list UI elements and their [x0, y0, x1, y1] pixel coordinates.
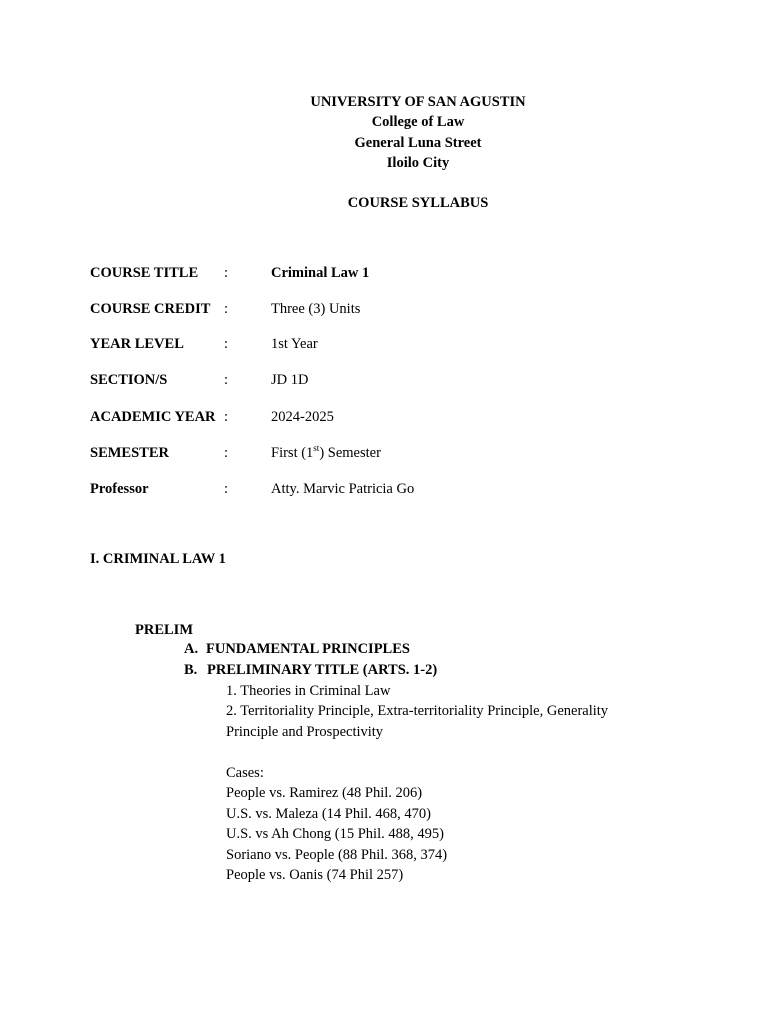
semester-value: [271, 443, 381, 463]
prelim-label: PRELIM: [135, 622, 193, 638]
professor-label: Professor: [90, 481, 149, 497]
section-heading: I. CRIMINAL LAW 1: [90, 551, 226, 567]
case-item: People vs. Ramirez (48 Phil. 206): [226, 785, 423, 801]
year-level-colon: :: [224, 336, 229, 352]
street-address: General Luna Street: [354, 135, 482, 151]
semester-value-suffix: ) Semester: [319, 445, 381, 461]
year-level-value: 1st Year: [271, 336, 318, 352]
case-item: Soriano vs. People (88 Phil. 368, 374): [226, 847, 448, 863]
topic-line: 2. Territoriality Principle, Extra-territoriality Principle, Generality: [226, 703, 609, 719]
course-credit-colon: :: [224, 301, 229, 317]
course-title-colon: :: [224, 265, 229, 281]
semester-colon: :: [224, 445, 229, 461]
semester-label: SEMESTER: [90, 445, 169, 461]
professor-colon: :: [224, 481, 229, 497]
section-value: JD 1D: [271, 372, 309, 388]
semester-value-ordinal: st: [313, 443, 320, 454]
academic-year-label: ACADEMIC YEAR: [90, 409, 216, 425]
college-name: College of Law: [371, 114, 465, 130]
city-name: Iloilo City: [386, 155, 450, 171]
course-credit-value: Three (3) Units: [271, 301, 361, 317]
case-item: People vs. Oanis (74 Phil 257): [226, 867, 404, 883]
case-item: U.S. vs Ah Chong (15 Phil. 488, 495): [226, 826, 444, 842]
academic-year-colon: :: [224, 409, 229, 425]
course-title-value: Criminal Law 1: [271, 265, 370, 281]
section-label: SECTION/S: [90, 372, 168, 388]
course-title-label: COURSE TITLE: [90, 265, 199, 281]
course-credit-label: COURSE CREDIT: [90, 301, 211, 317]
case-item: U.S. vs. Maleza (14 Phil. 468, 470): [226, 806, 431, 822]
topic-line: Principle and Prospectivity: [226, 724, 384, 740]
outline-marker-b: B.: [184, 662, 198, 678]
academic-year-value: 2024-2025: [271, 409, 334, 425]
semester-value-prefix: First (1: [271, 445, 314, 461]
outline-item-a: FUNDAMENTAL PRINCIPLES: [206, 641, 410, 657]
year-level-label: YEAR LEVEL: [90, 336, 184, 352]
professor-value: Atty. Marvic Patricia Go: [271, 481, 415, 497]
section-colon: :: [224, 372, 229, 388]
university-name: UNIVERSITY OF SAN AGUSTIN: [310, 94, 526, 110]
cases-label: Cases:: [226, 765, 264, 781]
topic-line: 1. Theories in Criminal Law: [226, 683, 391, 699]
document-title: COURSE SYLLABUS: [347, 195, 489, 211]
outline-marker-a: A.: [184, 641, 199, 657]
outline-item-b: PRELIMINARY TITLE (ARTS. 1-2): [207, 662, 438, 678]
